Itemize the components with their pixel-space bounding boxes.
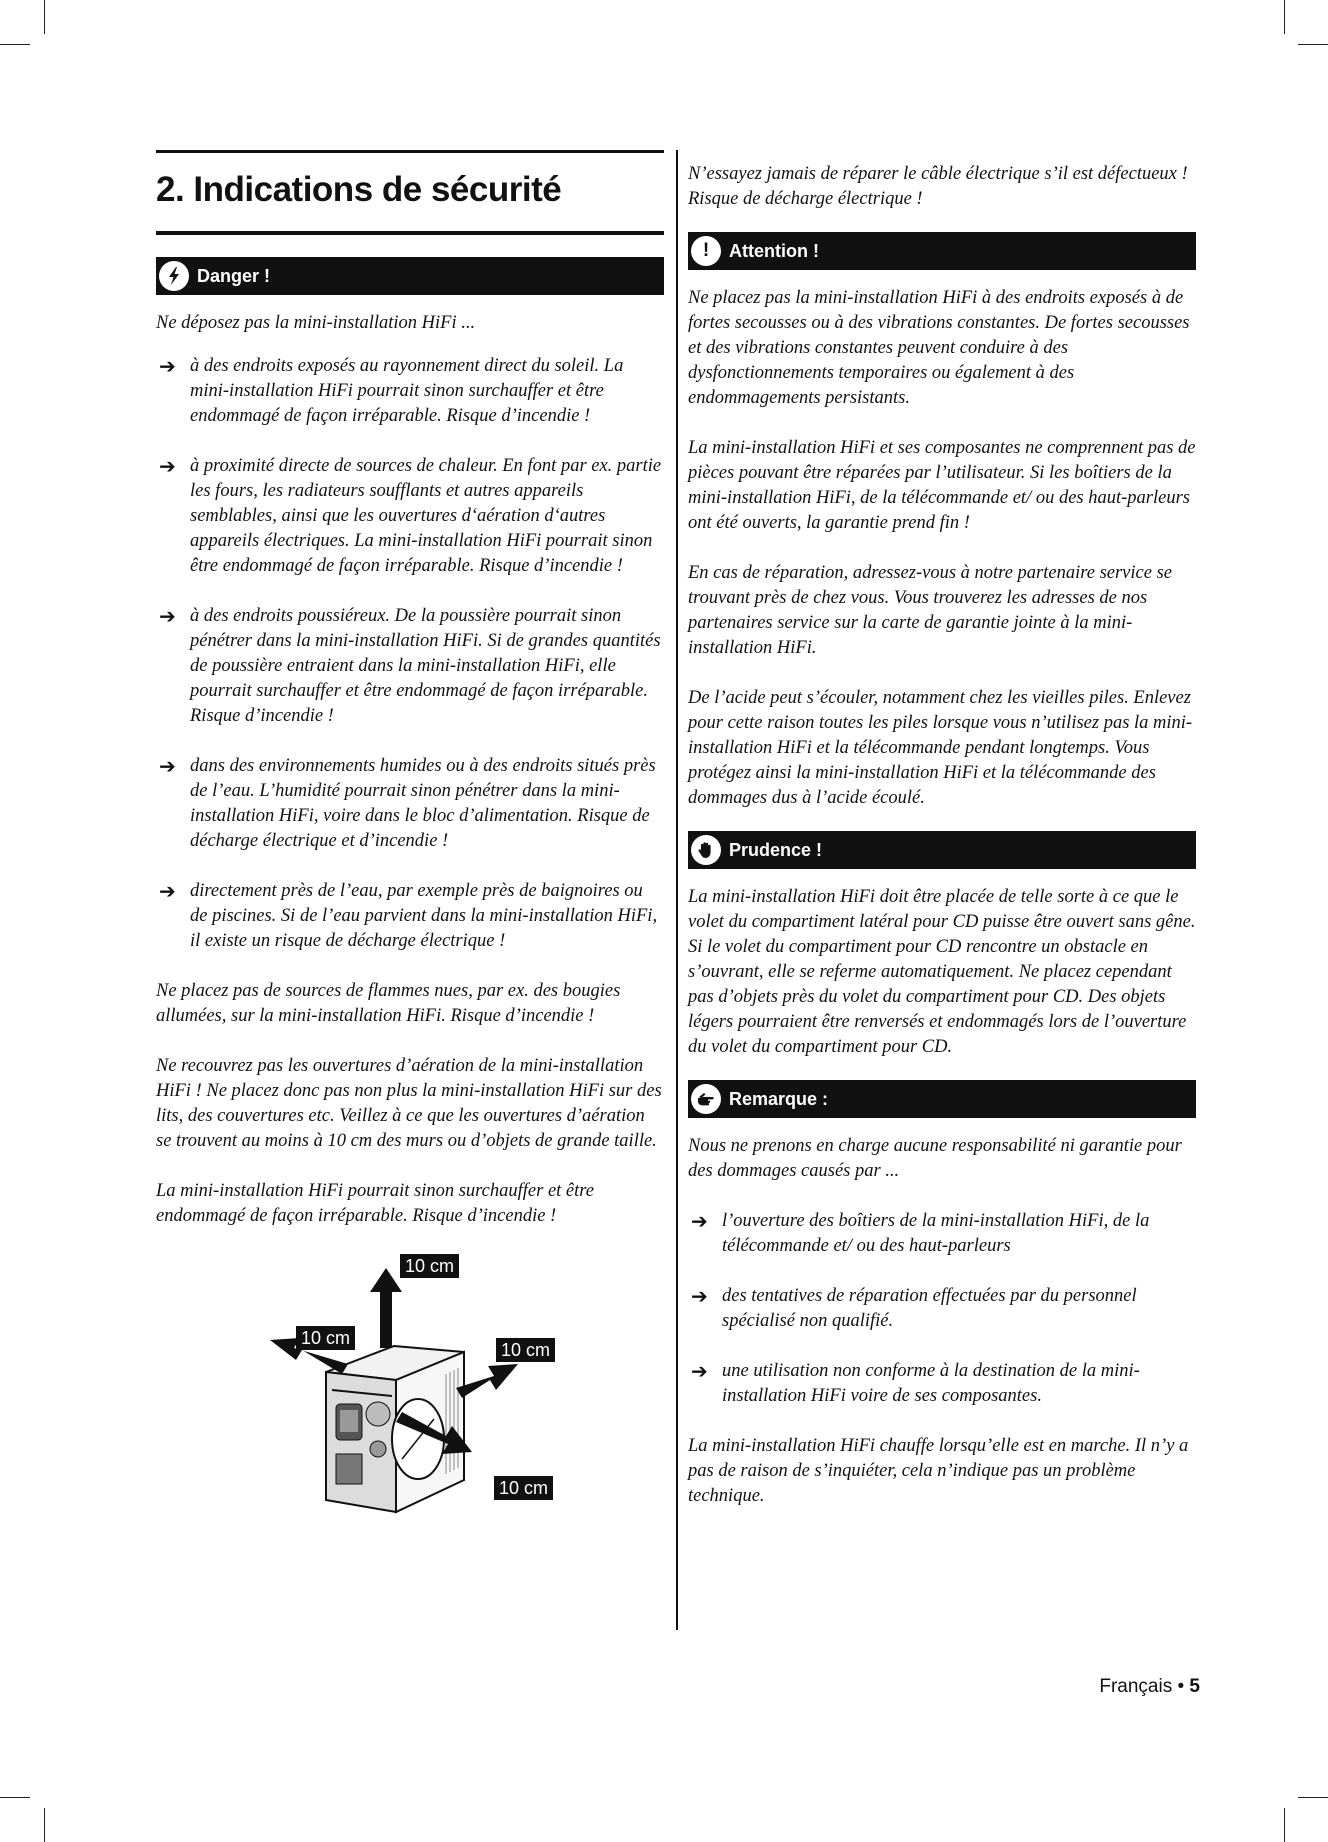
footer-language: Français <box>1099 1676 1173 1697</box>
attention-label: Attention ! <box>729 240 819 261</box>
list-item <box>156 754 664 854</box>
list-item-text: à proximité directe de sources de chaleur. En font par ex. partie les fours, les radiateurs soufflants et autres appareils semblables, ainsi que les ouvertures d‘aération d‘autres appareils électriques. La mini-installation HiFi pourrait sinon être endommagé de façon irréparable. Risque d’incendie ! <box>190 456 662 576</box>
attention-bar <box>688 232 1196 270</box>
remarque-list <box>688 1209 1196 1409</box>
list-item-text: à des endroits poussiéreux. De la poussière pourrait sinon pénétrer dans la mini-installation HiFi. Si de grandes quantités de poussière entraient dans la mini-installation HiFi, elle pourrait surchauffer et être endommagé de façon irréparable. Risque d’incendie ! <box>190 606 661 726</box>
cable-paragraph: N’essayez jamais de réparer le câble électrique s’il est défectueux ! Risque de décharge électrique ! <box>688 164 1188 209</box>
crop-mark <box>1284 0 1285 34</box>
danger-intro: Ne déposez pas la mini-installation HiFi ... <box>156 313 476 333</box>
hand-icon <box>691 835 721 865</box>
footer-separator: • <box>1172 1676 1190 1697</box>
arrow-icon: ➔ <box>159 454 176 478</box>
arrow-icon: ➔ <box>691 1359 708 1383</box>
remarque-label: Remarque : <box>729 1088 829 1109</box>
list-item-text: une utilisation non conforme à la destination de la mini-installation HiFi voire de ses composantes. <box>722 1361 1140 1406</box>
left-column <box>156 150 664 1534</box>
danger-bar <box>156 257 664 295</box>
overheat-paragraph: La mini-installation HiFi pourrait sinon surchauffer et être endommagé de façon irréparable. Risque d’incendie ! <box>156 1181 595 1226</box>
arrow-icon: ➔ <box>691 1209 708 1233</box>
clearance-label-bottom: 10 cm <box>494 1476 553 1500</box>
list-item-text: l’ouverture des boîtiers de la mini-installation HiFi, de la télécommande et/ ou des haut-parleurs <box>722 1211 1150 1256</box>
clearance-label-left: 10 cm <box>296 1326 355 1350</box>
prudence-paragraph: La mini-installation HiFi doit être placée de telle sorte à ce que le volet du compartiment latéral pour CD puisse être ouvert sans gêne. Si le volet du compartiment pour CD rencontre un obstacle en s’ouvrant, elle se referme automatiquement. Ne placez cependant pas d’objets près du volet du compartiment pour CD. Des objets légers pourraient être renversés et endommagés lors de l’ouverture du volet du compartiment pour CD. <box>688 887 1196 1057</box>
title-bottom-rule <box>156 231 664 235</box>
lightning-icon <box>159 261 189 291</box>
arrow-icon: ➔ <box>159 354 176 378</box>
arrow-icon: ➔ <box>159 604 176 628</box>
column-divider <box>676 150 678 1630</box>
danger-label: Danger ! <box>197 265 271 286</box>
title-top-rule <box>156 150 664 153</box>
list-item <box>688 1359 1196 1409</box>
list-item <box>688 1209 1196 1259</box>
page-number: 5 <box>1189 1676 1200 1697</box>
attention-paragraph: Ne placez pas la mini-installation HiFi à des endroits exposés à de fortes secousses ou à des vibrations constantes. De fortes secousses et des vibrations constantes peuvent conduire à des dysfonctionnements temporaires ou également à des endommagements persistants. <box>688 288 1190 408</box>
list-item <box>156 354 664 429</box>
crop-mark <box>44 1808 45 1842</box>
list-item-text: des tentatives de réparation effectuées par du personnel spécialisé non qualifié. <box>722 1286 1137 1331</box>
flames-paragraph: Ne placez pas de sources de flammes nues, par ex. des bougies allumées, sur la mini-installation HiFi. Risque d’incendie ! <box>156 981 621 1026</box>
remarque-bar <box>688 1080 1196 1118</box>
crop-mark <box>1298 1797 1328 1798</box>
remarque-final-paragraph: La mini-installation HiFi chauffe lorsqu’elle est en marche. Il n’y a pas de raison de s’inquiéter, cela n’indique pas un problème technique. <box>688 1436 1189 1506</box>
crop-mark <box>1284 1808 1285 1842</box>
page-title: 2. Indications de sécurité <box>156 170 562 209</box>
pointing-hand-icon <box>691 1084 721 1114</box>
list-item <box>156 879 664 954</box>
right-column <box>688 162 1196 1534</box>
prudence-bar <box>688 831 1196 869</box>
attention-paragraph: De l’acide peut s’écouler, notamment chez les vieilles piles. Enlevez pour cette raison toutes les piles lorsque vous n’utilisez pas la mini-installation HiFi et la télécommande pendant longtemps. Vous protégez ainsi la mini-installation HiFi et la télécommande des dommages dus à l’acide écoulé. <box>688 688 1193 808</box>
arrow-icon: ➔ <box>159 879 176 903</box>
list-item <box>688 1284 1196 1334</box>
crop-mark <box>44 0 45 34</box>
exclamation-icon: ! <box>691 236 721 266</box>
danger-list <box>156 354 664 954</box>
list-item-text: directement près de l’eau, par exemple près de baignoires ou de piscines. Si de l’eau parvient dans la mini-installation HiFi, il existe un risque de décharge électrique ! <box>190 881 658 951</box>
attention-paragraph: La mini-installation HiFi et ses composantes ne comprennent pas de pièces pouvant être réparées par l’utilisateur. Si les boîtiers de la mini-installation HiFi, de la télécommande et/ ou des haut-parleurs ont été ouverts, la garantie prend fin ! <box>688 438 1196 533</box>
list-item <box>156 604 664 729</box>
clearance-label-right: 10 cm <box>496 1338 555 1362</box>
list-item-text: à des endroits exposés au rayonnement direct du soleil. La mini-installation HiFi pourrait sinon surchauffer et être endommagé de façon irréparable. Risque d’incendie ! <box>190 356 624 426</box>
crop-mark <box>0 1797 30 1798</box>
list-item <box>156 454 664 579</box>
prudence-label: Prudence ! <box>729 839 823 860</box>
attention-paragraph: En cas de réparation, adressez-vous à notre partenaire service se trouvant près de chez vous. Vous trouverez les adresses de nos partenaires service sur la carte de garantie jointe à la mini-installation HiFi. <box>688 563 1172 658</box>
page-footer <box>1099 1676 1200 1698</box>
list-item-text: dans des environnements humides ou à des endroits situés près de l’eau. L’humidité pourrait sinon pénétrer dans la mini-installation HiFi, voire dans le bloc d’alimentation. Risque de décharge électrique et d’incendie ! <box>190 756 656 851</box>
arrow-icon: ➔ <box>159 754 176 778</box>
clearance-label-top: 10 cm <box>400 1254 459 1278</box>
remarque-intro: Nous ne prenons en charge aucune responsabilité ni garantie pour des dommages causés par ... <box>688 1136 1182 1181</box>
vents-paragraph: Ne recouvrez pas les ouvertures d’aération de la mini-installation HiFi ! Ne placez donc pas non plus la mini-installation HiFi sur des lits, des couvertures etc. Veillez à ce que les ouvertures d’aération se trouvent au moins à 10 cm des murs ou d’objets de grande taille. <box>156 1056 662 1151</box>
crop-mark <box>0 44 30 45</box>
device-illustration <box>156 1254 664 1534</box>
crop-mark <box>1298 44 1328 45</box>
clearance-diagram <box>156 1254 664 1534</box>
arrow-icon: ➔ <box>691 1284 708 1308</box>
